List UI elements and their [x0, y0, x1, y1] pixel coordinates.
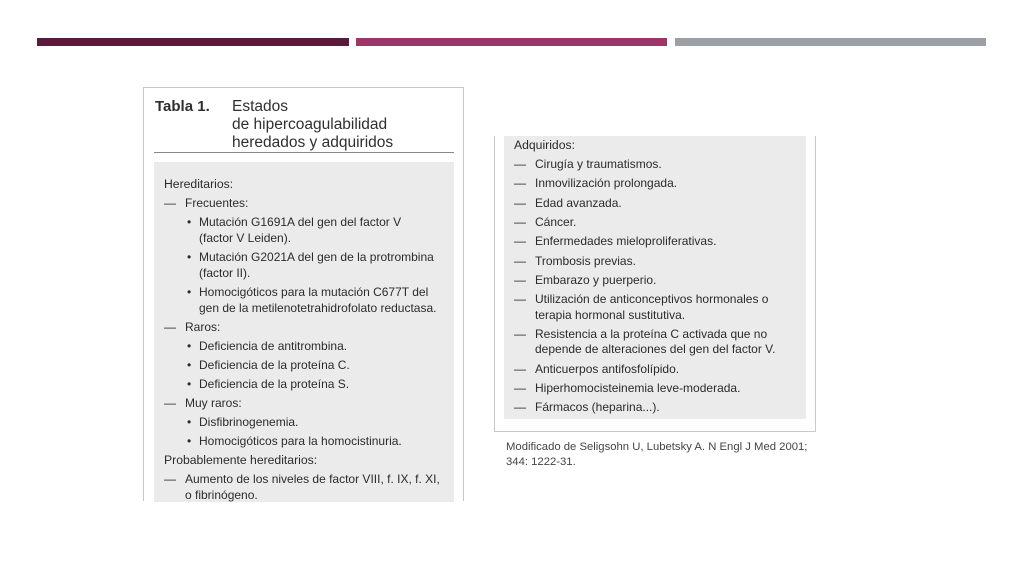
dash-glyph: — [514, 214, 526, 229]
dash-glyph: — [164, 320, 176, 334]
title-line-3: heredados y adquiridos [232, 134, 394, 151]
item-text: Cirugía y traumatismos. [535, 157, 662, 171]
item-text: Homocigóticos para la mutación C677T del [199, 285, 429, 299]
bullet-glyph: • [187, 285, 192, 299]
item-text: Fármacos (heparina...). [535, 400, 660, 415]
item-text: Deficiencia de antitrombina. [199, 339, 348, 353]
item-text: Hiperhomocisteinemia leve-moderada. [535, 381, 741, 395]
table-right-body [504, 136, 806, 419]
dash-glyph: — [164, 472, 176, 486]
item-text: o fibrinógeno. [185, 488, 258, 502]
table-left-body [154, 162, 454, 502]
table-right-panel [494, 136, 816, 432]
item-text: Cáncer. [535, 214, 577, 229]
dash-glyph: — [514, 381, 526, 395]
heading-text: Adquiridos: [514, 138, 575, 152]
title-line-1: Estados [232, 98, 289, 115]
bullet-glyph: • [187, 358, 192, 372]
item-text: Enfermedades mieloproliferativas. [535, 234, 717, 249]
dash-glyph: — [514, 400, 526, 415]
dash-glyph: — [514, 292, 526, 307]
footnote-line: 344: 1222-31. [506, 456, 576, 468]
dash-glyph: — [514, 234, 526, 249]
dash-glyph: — [514, 195, 526, 210]
label-text: Frecuentes: [185, 196, 249, 210]
title-line-2: de hipercoagulabilidad [232, 116, 388, 133]
dash-glyph: — [514, 326, 526, 341]
label-text: Muy raros: [185, 396, 242, 410]
item-text: Utilización de anticonceptivos hormonales o [535, 292, 769, 307]
table-number: Tabla 1. [155, 98, 210, 115]
source-footnote [506, 440, 816, 470]
item-text: depende de alteraciones del gen del factor V. [535, 342, 776, 357]
dash-glyph: — [164, 396, 176, 410]
bullet-glyph: • [187, 377, 192, 391]
decor-bar-magenta [356, 38, 667, 46]
bullet-glyph: • [187, 215, 192, 229]
decor-bar-dark [37, 38, 349, 46]
dash-glyph: — [164, 196, 176, 210]
table-left-panel [143, 87, 464, 501]
item-text: Edad avanzada. [535, 195, 622, 210]
dash-glyph: — [514, 361, 526, 376]
bullet-glyph: • [187, 250, 192, 264]
item-text: (factor V Leiden). [199, 231, 292, 245]
bullet-glyph: • [187, 415, 192, 429]
bullet-glyph: • [187, 434, 192, 448]
item-text: Mutación G2021A del gen de la protrombina [199, 250, 434, 264]
item-text: terapia hormonal sustitutiva. [535, 307, 686, 322]
item-text: Inmovilización prolongada. [535, 176, 678, 191]
dash-glyph: — [514, 176, 526, 191]
item-text: (factor II). [199, 266, 251, 280]
bullet-glyph: • [187, 339, 192, 353]
decor-bar-gray [675, 38, 986, 46]
item-text: Disfibrinogenemia. [199, 415, 299, 429]
item-text: gen de la metilenotetrahidrofolato reductasa. [199, 301, 437, 315]
item-text: Embarazo y puerperio. [535, 272, 657, 287]
label-text: Raros: [185, 320, 221, 334]
heading-text: Hereditarios: [164, 177, 234, 191]
title-divider [154, 152, 454, 153]
footnote-line: Modificado de Seligsohn U, Lubetsky A. N Engl J Med 2001; [506, 441, 808, 453]
dash-glyph: — [514, 253, 526, 268]
item-text: Deficiencia de la proteína S. [199, 377, 350, 391]
item-text: Aumento de los niveles de factor VIII, f. IX, f. XI, [185, 472, 440, 486]
item-text: Mutación G1691A del gen del factor V [199, 215, 402, 229]
item-text: Homocigóticos para la homocistinuria. [199, 434, 402, 448]
item-text: Deficiencia de la proteína C. [199, 358, 350, 372]
item-text: Resistencia a la proteína C activada que no [535, 326, 768, 341]
dash-glyph: — [514, 272, 526, 287]
dash-glyph: — [514, 157, 526, 171]
item-text: Anticuerpos antifosfolípido. [535, 361, 680, 376]
heading-text: Probablemente hereditarios: [164, 453, 318, 467]
item-text: Trombosis previas. [535, 253, 636, 268]
